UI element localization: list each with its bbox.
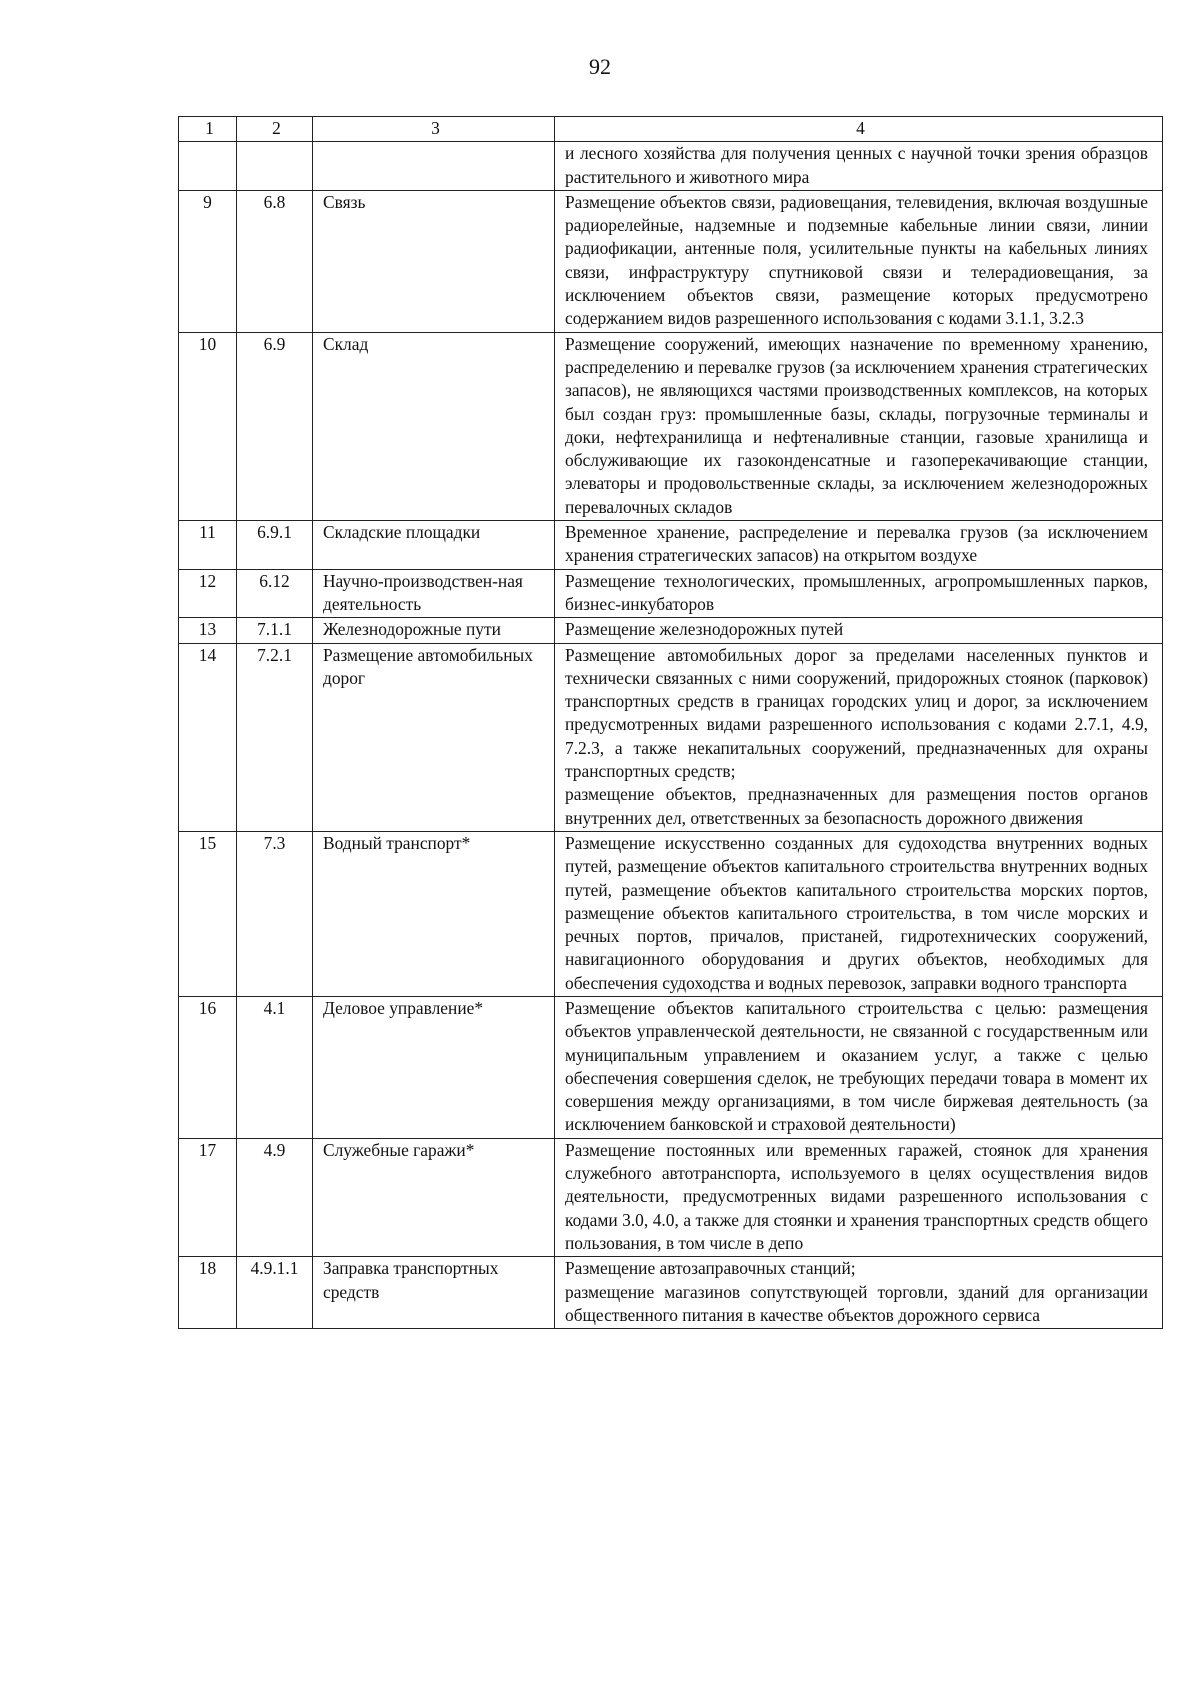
- table-row: [179, 569, 1163, 618]
- row-name: [313, 142, 555, 191]
- table-header-row: [179, 117, 1163, 142]
- column-header: 4: [555, 117, 1163, 142]
- row-name: Водный транспорт*: [313, 831, 555, 996]
- row-code: 6.9.1: [237, 521, 313, 570]
- row-number: 16: [179, 996, 237, 1138]
- row-code: 4.1: [237, 996, 313, 1138]
- row-name: Заправка транспортных средств: [313, 1257, 555, 1329]
- row-name: Склад: [313, 332, 555, 520]
- row-description: [555, 1257, 1163, 1329]
- row-name: Служебные гаражи*: [313, 1138, 555, 1256]
- land-use-table: [178, 116, 1163, 1329]
- description-paragraph: Размещение постоянных или временных гаражей, стоянок для хранения служебного автотранспорта, используемого в целях осуществления видов деятельности, предусмотренных видами разрешенного использования с кодами 3.0, 4.0, а также для стоянки и хранения транспортных средств общего пользования, в том числе в депо: [565, 1139, 1148, 1253]
- column-header: 1: [179, 117, 237, 142]
- description-paragraph: Размещение автозаправочных станций;: [565, 1258, 856, 1279]
- description-paragraph: Временное хранение, распределение и перевалка грузов (за исключением хранения стратегических запасов) на открытом воздухе: [565, 522, 1148, 566]
- row-number: 17: [179, 1138, 237, 1256]
- row-code: 6.8: [237, 190, 313, 332]
- row-description: [555, 618, 1163, 643]
- table-row: [179, 1138, 1163, 1256]
- row-name: Связь: [313, 190, 555, 332]
- row-description: [555, 142, 1163, 191]
- row-number: 13: [179, 618, 237, 643]
- row-name: Складские площадки: [313, 521, 555, 570]
- description-paragraph: Размещение искусственно созданных для судоходства внутренних водных путей, размещение объектов капитального строительства внутренних водных путей, размещение объектов капитального строительства морских портов, размещение объектов капитального строительства, в том числе морских и речных портов, причалов, пристаней, гидротехнических сооружений, навигационного оборудования и других объектов, необходимых для обеспечения судоходства и водных перевозок, заправки водного транспорта: [565, 832, 1148, 993]
- row-number: 18: [179, 1257, 237, 1329]
- row-code: 6.12: [237, 569, 313, 618]
- row-number: [179, 142, 237, 191]
- row-description: [555, 569, 1163, 618]
- table-row: [179, 1257, 1163, 1329]
- table-row: [179, 643, 1163, 831]
- description-paragraph: Размещение сооружений, имеющих назначение по временному хранению, распределению и перевалке грузов (за исключением хранения стратегических запасов), не являющихся частями производственных комплексов, на которых был создан груз: промышленные базы, склады, погрузочные терминалы и доки, нефтехранилища и нефтеналивные станции, газовые хранилища и обслуживающие их газоконденсатные и газоперекачивающие станции, элеваторы и продовольственные склады, за исключением железнодорожных перевалочных складов: [565, 333, 1148, 517]
- description-paragraph: размещение объектов, предназначенных для размещения постов органов внутренних дел, ответственных за безопасность дорожного движения: [565, 784, 1148, 828]
- row-description: [555, 643, 1163, 831]
- row-name: Деловое управление*: [313, 996, 555, 1138]
- description-paragraph: Размещение технологических, промышленных, агропромышленных парков, бизнес-инкубаторов: [565, 570, 1148, 614]
- row-code: 7.2.1: [237, 643, 313, 831]
- row-description: [555, 1138, 1163, 1256]
- row-description: [555, 332, 1163, 520]
- row-number: 12: [179, 569, 237, 618]
- row-description: [555, 996, 1163, 1138]
- row-code: 7.1.1: [237, 618, 313, 643]
- table-row: [179, 996, 1163, 1138]
- row-number: 14: [179, 643, 237, 831]
- description-paragraph: размещение магазинов сопутствующей торговли, зданий для организации общественного питания в качестве объектов дорожного сервиса: [565, 1281, 1148, 1325]
- row-description: [555, 831, 1163, 996]
- page-number: 92: [589, 54, 611, 79]
- description-paragraph: Размещение объектов капитального строительства с целью: размещения объектов управленческой деятельности, не связанной с государственным или муниципальным управлением и оказанием услуг, а также с целью обеспечения совершения сделок, не требующих передачи товара в момент их совершения между организациями, в том числе биржевая деятельность (за исключением банковской и страховой деятельности): [565, 997, 1148, 1135]
- row-description: [555, 190, 1163, 332]
- table-row: [179, 332, 1163, 520]
- row-code: 4.9.1.1: [237, 1257, 313, 1329]
- description-paragraph: и лесного хозяйства для получения ценных с научной точки зрения образцов растительного и животного мира: [565, 143, 1148, 187]
- description-paragraph: Размещение автомобильных дорог за пределами населенных пунктов и технически связанных с ними сооружений, придорожных стоянок (парковок) транспортных средств в границах городских улиц и дорог, за исключением предусмотренных видами разрешенного использования с кодами 2.7.1, 4.9, 7.2.3, а также некапитальных сооружений, предназначенных для охраны транспортных средств;: [565, 644, 1148, 782]
- row-number: 11: [179, 521, 237, 570]
- row-code: [237, 142, 313, 191]
- table-row: [179, 142, 1163, 191]
- row-name: Научно-производствен-ная деятельность: [313, 569, 555, 618]
- table-row: [179, 831, 1163, 996]
- table-row: [179, 618, 1163, 643]
- row-name: Железнодорожные пути: [313, 618, 555, 643]
- row-description: [555, 521, 1163, 570]
- table-row: [179, 521, 1163, 570]
- row-code: 4.9: [237, 1138, 313, 1256]
- row-code: 7.3: [237, 831, 313, 996]
- table-row: [179, 190, 1163, 332]
- row-number: 15: [179, 831, 237, 996]
- row-name: Размещение автомобильных дорог: [313, 643, 555, 831]
- column-header: 3: [313, 117, 555, 142]
- description-paragraph: Размещение железнодорожных путей: [565, 619, 844, 640]
- row-number: 9: [179, 190, 237, 332]
- description-paragraph: Размещение объектов связи, радиовещания, телевидения, включая воздушные радиорелейные, надземные и подземные кабельные линии связи, линии радиофикации, антенные поля, усилительные пункты на кабельных линиях связи, инфраструктуру спутниковой связи и телерадиовещания, за исключением объектов связи, размещение которых предусмотрено содержанием видов разрешенного использования с кодами 3.1.1, 3.2.3: [565, 191, 1148, 329]
- row-code: 6.9: [237, 332, 313, 520]
- row-number: 10: [179, 332, 237, 520]
- column-header: 2: [237, 117, 313, 142]
